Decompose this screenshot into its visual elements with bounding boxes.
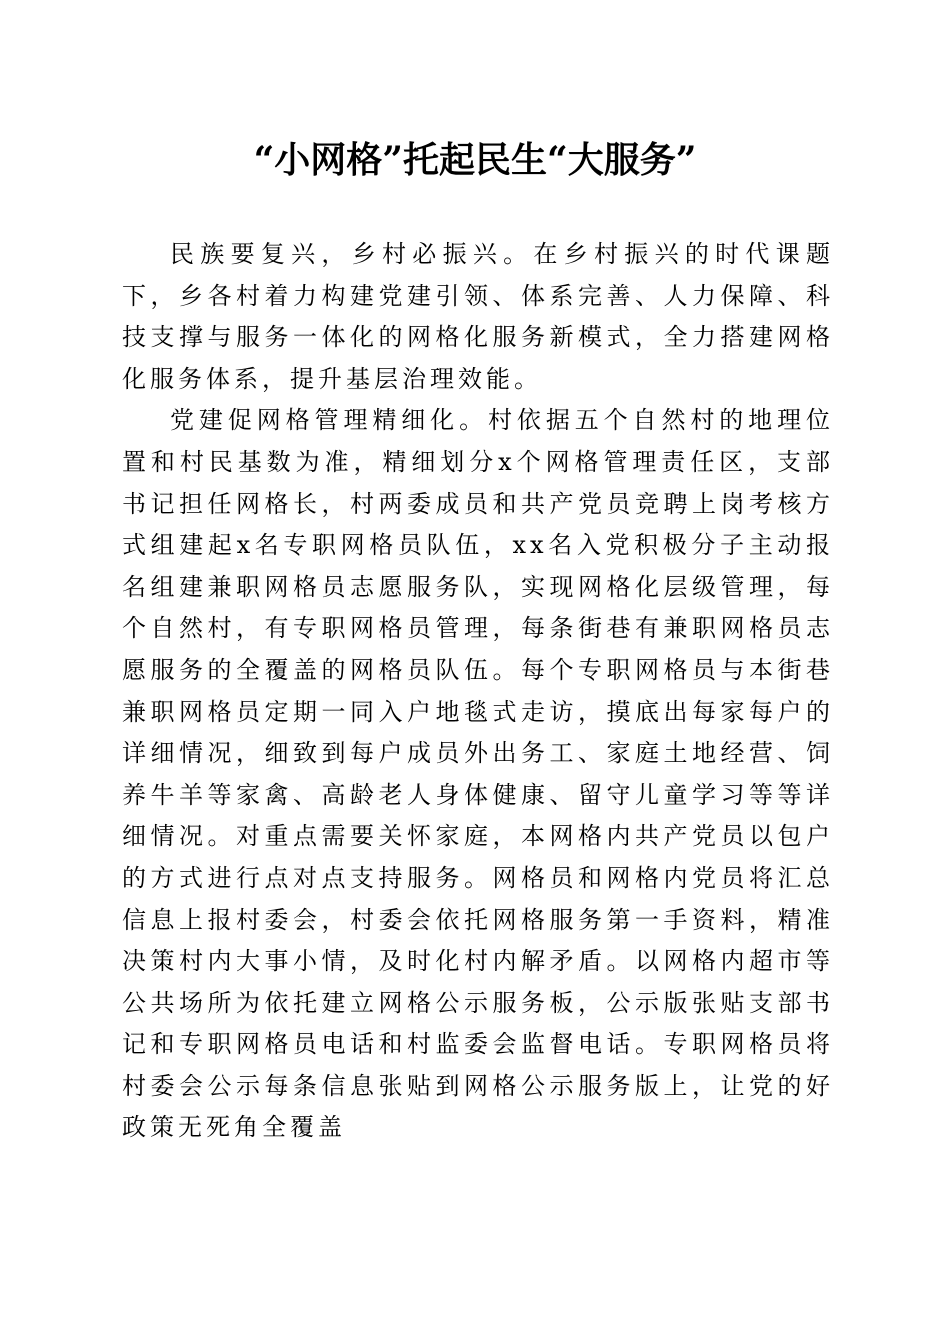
document-body	[122, 234, 834, 1149]
document-title: “小网格”托起民生“大服务”	[253, 139, 697, 181]
paragraph-party-building-grid: 党建促网格管理精细化。村依据五个自然村的地理位置和村民基数为准，精细划分x个网格管理责任区，支部书记担任网格长，村两委成员和共产党员竞聘上岗考核方式组建起x名专职网格员队伍，xx名入党积极分子主动报名组建兼职网格员志愿服务队，实现网格化层级管理，每个自然村，有专职网格员管理，每条街巷有兼职网格员志愿服务的全覆盖的网格员队伍。每个专职网格员与本街巷兼职网格员定期一同入户地毯式走访，摸底出每家每户的详细情况，细致到每户成员外出务工、家庭土地经营、饲养牛羊等家禽、高龄老人身体健康、留守儿童学习等等详细情况。对重点需要关怀家庭，本网格内共产党员以包户的方式进行点对点支持服务。网格员和网格内党员将汇总信息上报村委会，村委会依托网格服务第一手资料，精准决策村内大事小情，及时化村内解矛盾。以网格内超市等公共场所为依托建立网格公示服务板，公示版张贴支部书记和专职网格员电话和村监委会监督电话。专职网格员将村委会公示每条信息张贴到网格公示服务版上，让党的好政策无死角全覆盖	[122, 406, 834, 1142]
paragraph-intro: 民族要复兴，乡村必振兴。在乡村振兴的时代课题下，乡各村着力构建党建引领、体系完善、人力保障、科技支撑与服务一体化的网格化服务新模式，全力搭建网格化服务体系，提升基层治理效能。	[122, 240, 834, 393]
